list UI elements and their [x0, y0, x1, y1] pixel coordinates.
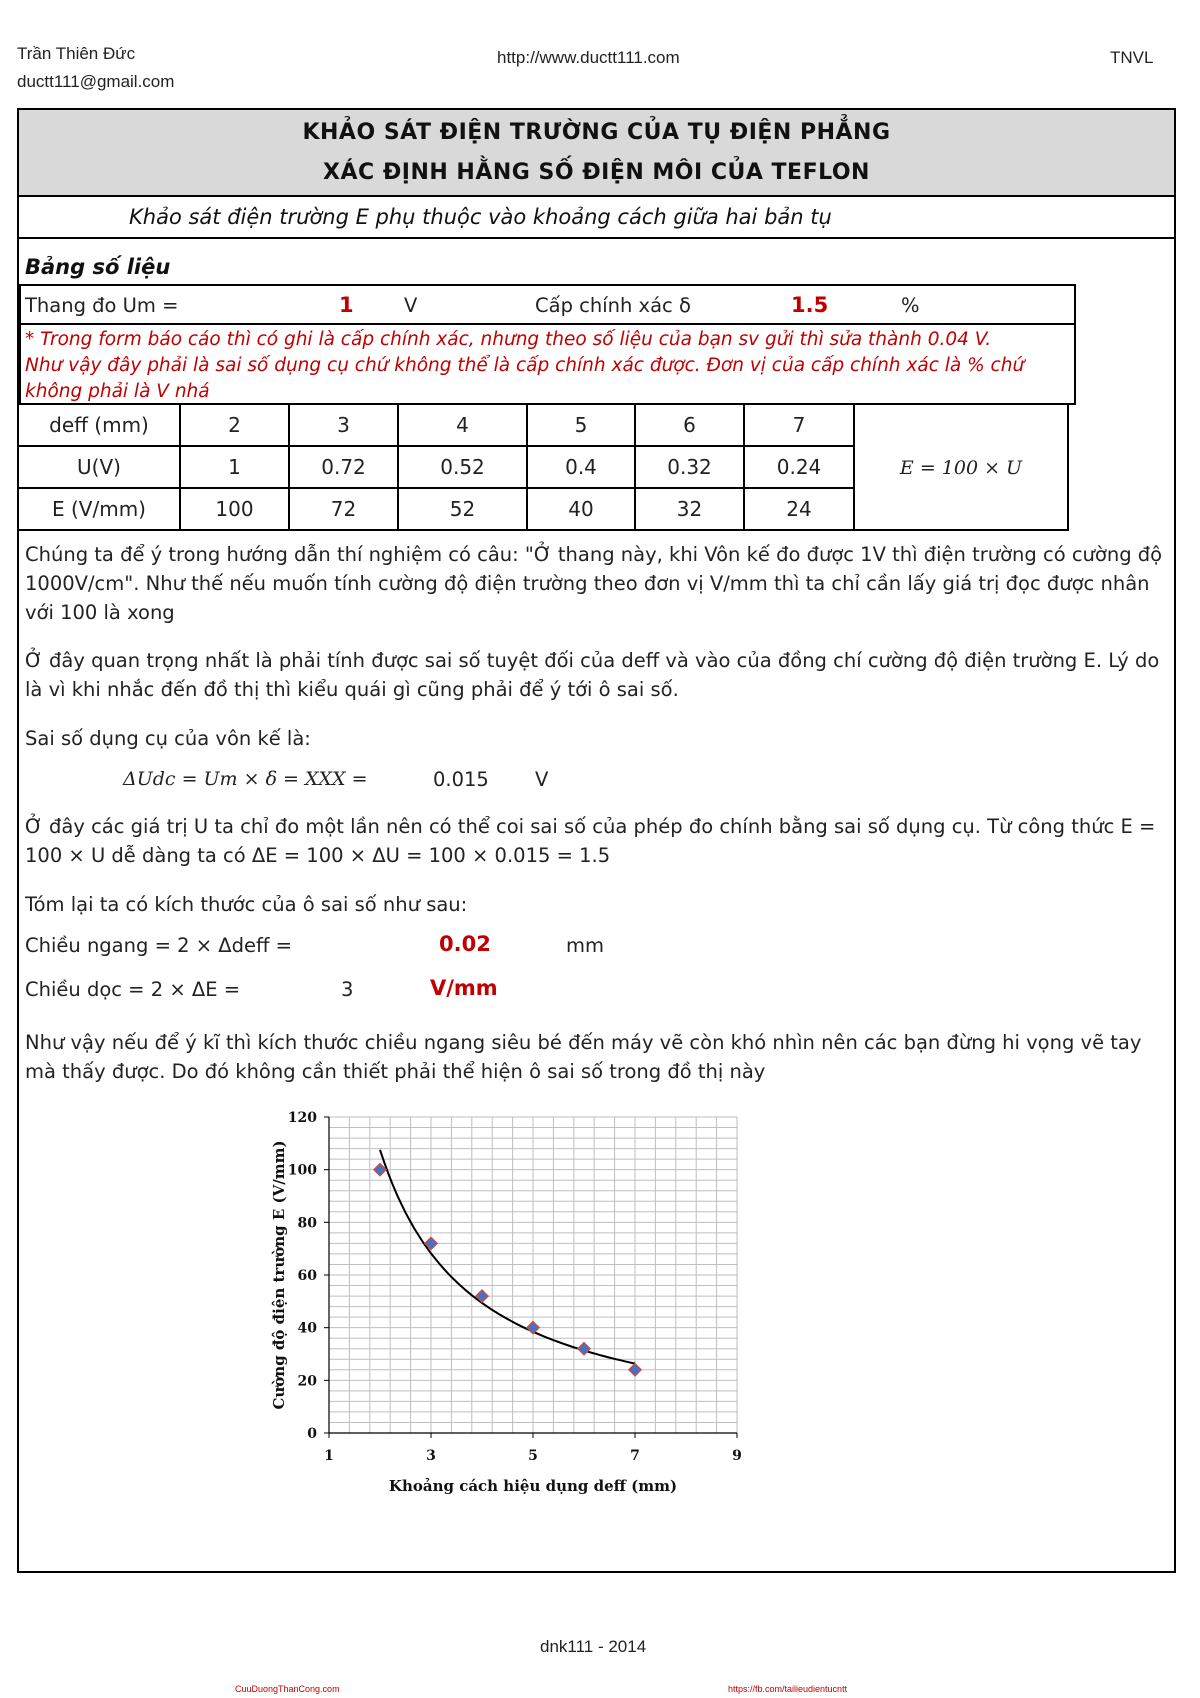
x-tick-label: 7	[630, 1448, 640, 1464]
table-cell: 40	[527, 488, 635, 530]
table-cell: 32	[635, 488, 744, 530]
row-label: deff (mm)	[18, 404, 180, 446]
doc-code: TNVL	[1110, 48, 1154, 67]
horiz-value: 0.02	[439, 932, 491, 956]
document-frame	[17, 108, 1176, 1573]
y-tick-label: 100	[287, 1162, 317, 1179]
table-cell: 24	[744, 488, 854, 530]
paragraph-6: Như vậy nếu để ý kĩ thì kích thước chiều ngang siêu bé đến máy vẽ còn khó nhìn nên các bạn đừng hi vọng vẽ tay mà thấy được. Do đó không cần thiết phải thể hiện ô sai số trong đồ thị này	[25, 1031, 1142, 1083]
footer-left-link[interactable]: CuuDuongThanCong.com	[235, 1684, 340, 1694]
table-cell: 1	[180, 446, 289, 488]
paragraph-4: Ở đây các giá trị U ta chỉ đo một lần nên có thể coi sai số của phép đo chính bằng sai số dụng cụ. Từ công thức E = 100 × U dễ dàng ta có ΔE = 100 × ΔU = 100 × 0.015 = 1.5	[25, 815, 1156, 867]
y-tick-label: 80	[297, 1215, 317, 1232]
x-tick-label: 5	[528, 1448, 538, 1464]
x-tick-label: 1	[324, 1448, 334, 1464]
row-label: U(V)	[18, 446, 180, 488]
note-box	[19, 323, 1076, 405]
table-cell: 0.72	[289, 446, 398, 488]
du-value: 0.015	[433, 768, 489, 791]
range-label: Thang đo Um =	[25, 294, 179, 317]
table-cell: 52	[398, 488, 527, 530]
paragraph-3: Sai số dụng cụ của vôn kế là:	[25, 727, 311, 750]
data-table	[17, 403, 1069, 531]
table-row	[18, 404, 1068, 446]
x-tick-label: 3	[426, 1448, 436, 1464]
author-email: ductt111@gmail.com	[17, 72, 175, 91]
y-tick-label: 20	[297, 1373, 317, 1390]
paragraph-1: Chúng ta để ý trong hướng dẫn thí nghiệm có câu: "Ở thang này, khi Vôn kế đo được 1V thì điện trường có cường độ 1000V/cm". Như thế nếu muốn tính cường độ điện trường theo đơn vị V/mm thì ta chỉ cần lấy giá trị đọc được nhân với 100 là xong	[25, 543, 1163, 624]
site-url[interactable]: http://www.ductt111.com	[497, 48, 680, 67]
range-row	[19, 284, 1076, 325]
formula-cell	[854, 404, 1068, 530]
table-cell: 6	[635, 404, 744, 446]
title-line-1: KHẢO SÁT ĐIỆN TRƯỜNG CỦA TỤ ĐIỆN PHẲNG	[302, 120, 891, 145]
vert-label: Chiều dọc = 2 × ΔE =	[25, 978, 241, 1001]
accuracy-value: 1.5	[791, 293, 829, 317]
note-text: * Trong form báo cáo thì có ghi là cấp chính xác, nhưng theo số liệu của bạn sv gửi thì sửa thành 0.04 V. Như vậy đây phải là sai số dụng cụ chứ không thể là cấp chính xác được. Đơn vị của cấp chính xác là % chứ không phải là V nhá	[25, 329, 1025, 402]
footer-text: dnk111 - 2014	[540, 1637, 647, 1656]
y-tick-label: 40	[297, 1320, 317, 1337]
x-axis-title: Khoảng cách hiệu dụng deff (mm)	[388, 1477, 678, 1495]
data-heading: Bảng số liệu	[25, 255, 171, 279]
horiz-label: Chiều ngang = 2 × Δdeff =	[25, 934, 292, 957]
subtitle: Khảo sát điện trường E phụ thuộc vào khoảng cách giữa hai bản tụ	[129, 205, 832, 229]
x-tick-label: 9	[732, 1448, 742, 1464]
table-cell: 0.24	[744, 446, 854, 488]
paragraph-5: Tóm lại ta có kích thước của ô sai số như sau:	[25, 893, 468, 916]
range-unit: V	[404, 294, 418, 317]
table-cell: 0.4	[527, 446, 635, 488]
horiz-unit: mm	[566, 934, 604, 957]
table-cell: 0.52	[398, 446, 527, 488]
data-table-wrap	[17, 403, 1079, 530]
table-cell: 72	[289, 488, 398, 530]
table-cell: 0.32	[635, 446, 744, 488]
y-axis-title: Cường độ điện trường E (V/mm)	[270, 1140, 288, 1410]
accuracy-unit: %	[901, 294, 920, 317]
table-cell: 2	[180, 404, 289, 446]
title-band	[19, 110, 1174, 197]
table-cell: 3	[289, 404, 398, 446]
title-line-2: XÁC ĐỊNH HẰNG SỐ ĐIỆN MÔI CỦA TEFLON	[323, 160, 870, 185]
vert-value: 3	[341, 978, 354, 1001]
du-formula: ΔUdc = Um × δ = XXX =	[123, 768, 368, 790]
y-tick-label: 0	[307, 1426, 317, 1442]
y-tick-label: 60	[297, 1268, 317, 1284]
vert-unit: V/mm	[430, 976, 498, 1000]
table-cell: 100	[180, 488, 289, 530]
author-name: Trần Thiên Đức	[17, 44, 136, 63]
table-cell: 5	[527, 404, 635, 446]
subtitle-band	[19, 197, 1174, 239]
table-cell: 7	[744, 404, 854, 446]
table-cell: 4	[398, 404, 527, 446]
y-tick-label: 120	[287, 1110, 317, 1126]
chart	[224, 1095, 784, 1515]
row-label: E (V/mm)	[18, 488, 180, 530]
du-unit: V	[535, 768, 549, 791]
range-value: 1	[339, 293, 354, 317]
formula-text: E = 100 × U	[899, 457, 1023, 479]
footer-right-link[interactable]: https://fb.com/tailieudientucntt	[728, 1684, 848, 1694]
accuracy-label: Cấp chính xác δ	[535, 294, 691, 317]
paragraph-2: Ở đây quan trọng nhất là phải tính được sai số tuyệt đối của deff và vào của đồng chí cường độ điện trường E. Lý do là vì khi nhắc đến đồ thị thì kiểu quái gì cũng phải để ý tới ô sai số.	[25, 649, 1160, 701]
